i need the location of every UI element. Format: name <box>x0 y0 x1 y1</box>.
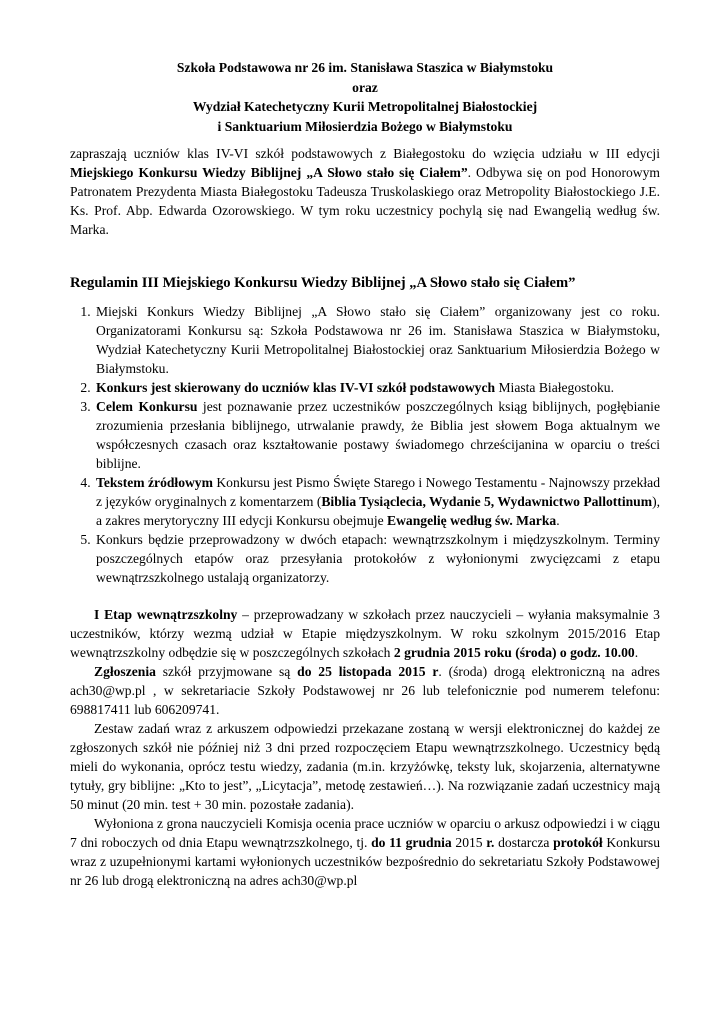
rule-text: Miasta Białegostoku. <box>495 380 614 395</box>
document-page <box>70 58 660 890</box>
etap-bold: r. <box>486 835 495 850</box>
intro-text-2: . Odbywa się on pod Honorowym Patronatem Prezydenta Miasta Białegostoku Tadeusza Truskolaskiego oraz Metropolity Białostockiego J.E. Ks. Prof. Abp. Edwarda Ozorowskiego. W tym roku uczestnicy pochylą się nad Ewangelią według św. Marka. <box>70 165 660 237</box>
rule-item <box>94 378 660 397</box>
contest-name: Miejskiego Konkursu Wiedzy Biblijnej „A Słowo stało się Ciałem” <box>70 165 468 180</box>
document-header <box>70 58 660 136</box>
etap-paragraph-4 <box>70 814 660 890</box>
header-sanctuary: i Sanktuarium Miłosierdzia Bożego w Białymstoku <box>217 118 513 134</box>
rule-bold: Tekstem źródłowym <box>96 475 213 490</box>
etap-text: – przeprowadzany w szkołach przez nauczycieli – wyłania maksymalnie 3 uczestników, którzy wezmą udział w Etapie międzyszkolnym. W roku szkolnym 2015/2016 Etap wewnątrzszkolny odbędzie się w poszczególnych szkołach <box>70 607 660 660</box>
header-school: Szkoła Podstawowa nr 26 im. Stanisława Staszica w Białymstoku <box>176 60 554 75</box>
rule-text: Konkursu jest Pismo Święte Starego i Nowego Testamentu - Najnowszy przekład z języków oryginalnych z komentarzem ( <box>96 475 661 509</box>
etap-bold: 2 grudnia 2015 roku (środa) o godz. 10.00 <box>393 645 635 660</box>
rule-text: Konkurs będzie przeprowadzony w dwóch etapach: wewnątrzszkolnym i międzyszkolnym. Terminy poszczególnych etapów oraz przesyłania protokołów z wyłonionymi zwycięzcami z etapu wewnątrzszkolnego ustalają organizatorzy. <box>96 532 660 585</box>
etap-bold: Zgłoszenia <box>94 664 156 679</box>
etap-paragraph-2 <box>70 662 660 719</box>
etap-text: Konkursu wraz z uzupełnionymi kartami wyłonionych uczestników bezpośrednio do sekretariatu Szkoły Podstawowej nr 26 lub drogą elektroniczną na adres ach30@wp.pl <box>70 835 660 888</box>
header-department: Wydział Katechetyczny Kurii Metropolitalnej Białostockiej <box>192 99 538 114</box>
intro-paragraph <box>70 144 660 239</box>
rules-list <box>70 302 660 587</box>
etap-paragraph-1 <box>70 605 660 662</box>
etap-text: 2015 <box>451 835 487 850</box>
rule-item <box>94 302 660 378</box>
rule-bold: Celem Konkursu <box>96 399 198 414</box>
etap-bold: do 11 grudnia <box>371 835 452 850</box>
rule-bold: Konkurs jest skierowany do uczniów klas IV-VI szkół podstawowych <box>96 380 496 395</box>
rule-item <box>94 530 660 587</box>
rule-item <box>94 473 660 530</box>
header-conjunction: oraz <box>352 79 378 95</box>
etap-text: Zestaw zadań wraz z arkuszem odpowiedzi przekazane zostaną w wersji elektronicznej do każdej ze zgłoszonych szkół nie później niż 3 dni przed rozpoczęciem Etapu wewnątrzszkolnego. Uczestnicy będą mieli do wykonania, oprócz testu wiedzy, zadania (m.in. krzyżówkę, teksty luk, skojarzenia, alternatywne tytuły, gry biblijne: „Kto to jest”, „Licytacja”, metodę zestawień…). Na rozwiązanie zadań uczestnicy mają 50 minut (20 min. test + 30 min. pozostałe zadania). <box>70 721 660 812</box>
rule-text: . <box>556 513 560 528</box>
etap-bold: do 25 listopada 2015 r <box>297 664 439 679</box>
etap-section <box>70 605 660 890</box>
rule-text: Miejski Konkurs Wiedzy Biblijnej „A Słowo stało się Ciałem” organizowany jest co roku. Organizatorami Konkursu są: Szkoła Podstawowa nr 26 im. Stanisława Staszica w Białymstoku, Wydział Katechetyczny Kurii Metropolitalnej Białostockiej oraz Sanktuarium Miłosierdzia Bożego w Białymstoku. <box>96 304 660 376</box>
etap-text: Wyłoniona z grona nauczycieli Komisja ocenia prace uczniów w oparciu o arkusz odpowiedzi i w ciągu 7 dni roboczych od dnia Etapu wewnątrzszkolnego, tj. <box>70 816 660 850</box>
etap-text: . <box>634 645 639 660</box>
rule-text: jest poznawanie przez uczestników poszczególnych ksiąg biblijnych, pogłębianie zrozumienia przesłania biblijnego, utrwalanie prawdy, że Biblia jest słowem Boga aktualnym we współczesnych czasach oraz kształtowanie postawy świadomego chrześcijanina w oparciu o treści biblijne. <box>96 399 660 471</box>
etap-text: . (środa) drogą elektroniczną na adres ach30@wp.pl , w sekretariacie Szkoły Podstawowej nr 26 lub telefonicznie pod numerem telefonu: 698817411 lub 606209741. <box>70 664 660 717</box>
rule-bold: Biblia Tysiąclecia, Wydanie 5, Wydawnictwo Pallottinum <box>321 494 653 509</box>
etap-text: szkół przyjmowane są <box>155 664 298 679</box>
regulamin-title: Regulamin III Miejskiego Konkursu Wiedzy Biblijnej „A Słowo stało się Ciałem” <box>70 275 576 291</box>
rule-item <box>94 397 660 473</box>
etap-bold: protokół <box>553 835 603 850</box>
rule-text: ), a zakres merytoryczny III edycji Konkursu obejmuje <box>96 494 660 528</box>
etap-bold: I Etap wewnątrzszkolny <box>94 607 238 622</box>
intro-text: zapraszają uczniów klas IV-VI szkół podstawowych z Białegostoku do wzięcia udziału w III edycji <box>70 146 660 161</box>
rule-bold: Ewangelię według św. Marka <box>387 513 557 528</box>
etap-text: dostarcza <box>494 835 554 850</box>
etap-paragraph-3 <box>70 719 660 814</box>
